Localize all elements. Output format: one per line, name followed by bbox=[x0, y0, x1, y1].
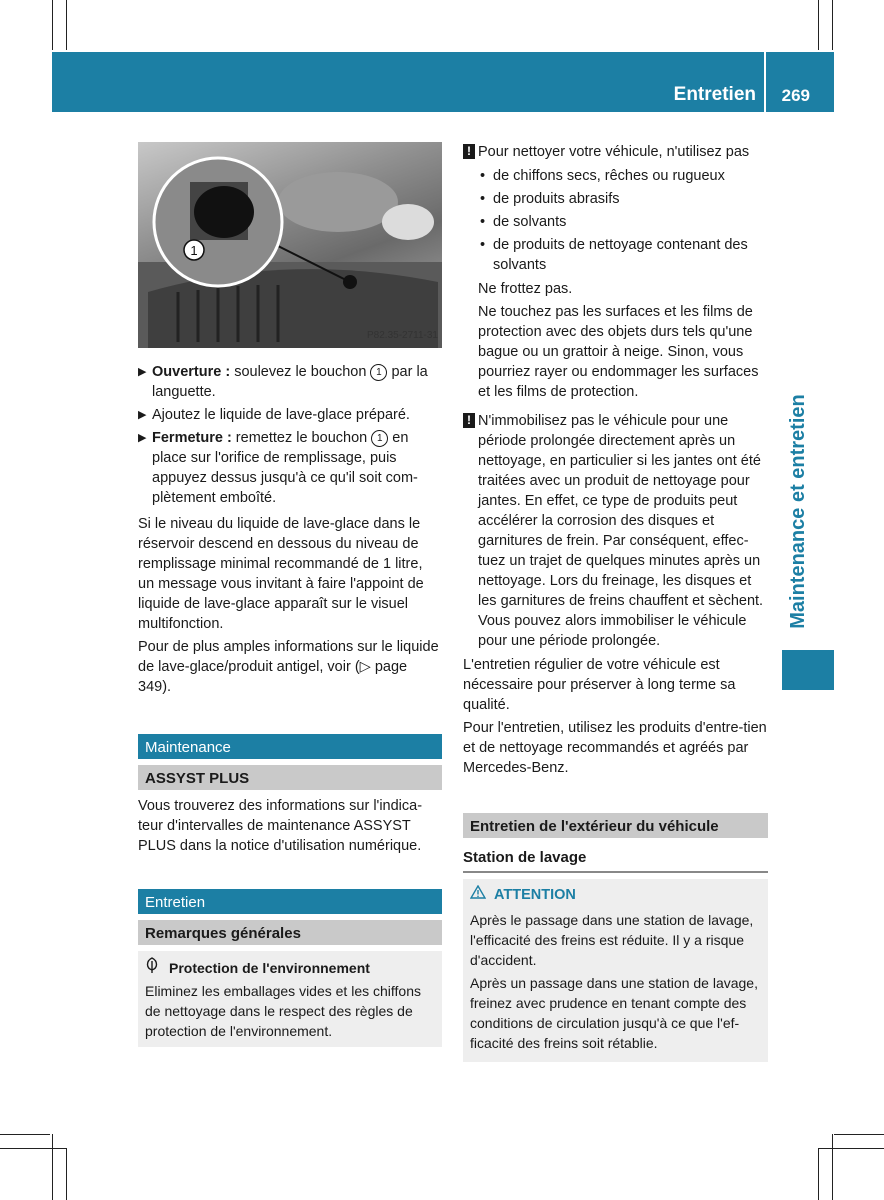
crop-mark bbox=[52, 0, 53, 50]
photo-callout-1: 1 bbox=[190, 243, 198, 258]
step-text: soulevez le bouchon bbox=[230, 364, 371, 380]
crop-mark bbox=[52, 1134, 53, 1200]
step-text: remettez le bouchon bbox=[231, 430, 372, 446]
photo-code: P82.35-2711-31 bbox=[367, 330, 438, 341]
exclamation-icon: ! bbox=[463, 144, 475, 159]
crop-mark bbox=[818, 1148, 884, 1149]
leaf-icon bbox=[145, 957, 169, 978]
warning-item bbox=[463, 411, 768, 651]
callout-marker: 1 bbox=[371, 430, 388, 447]
section-heading-entretien: Entretien bbox=[138, 889, 442, 914]
attention-box bbox=[463, 879, 768, 1062]
engine-illustration bbox=[138, 142, 442, 348]
step-arrow-icon: ▶ bbox=[138, 432, 147, 444]
right-column bbox=[463, 142, 768, 1062]
subsection-heading-exterieur: Entretien de l'extérieur du véhicule bbox=[463, 813, 768, 838]
warning-triangle-icon bbox=[470, 885, 486, 905]
body-paragraph: L'entretien régulier de votre véhicule est nécessaire pour préserver à long terme sa qualité. bbox=[463, 657, 736, 713]
warning-bullet-list bbox=[478, 166, 768, 275]
crop-mark bbox=[66, 1148, 67, 1200]
attention-title: ATTENTION bbox=[494, 887, 576, 903]
warning-item bbox=[463, 142, 768, 402]
warning-intro: Pour nettoyer votre véhicule, n'utilisez pas bbox=[478, 144, 750, 160]
subheading-station: Station de lavage bbox=[463, 848, 768, 873]
crop-mark bbox=[0, 1148, 66, 1149]
crop-mark bbox=[66, 0, 67, 50]
step-arrow-icon: ▶ bbox=[138, 366, 147, 378]
step-arrow-icon: ▶ bbox=[138, 409, 147, 421]
sidebar-tab bbox=[782, 650, 834, 690]
callout-marker: 1 bbox=[370, 364, 387, 381]
attention-text: Après le passage dans une station de lavage, l'efficacité des freins est réduite. Il y a risque d'accident. bbox=[470, 912, 754, 968]
crop-mark bbox=[832, 0, 833, 50]
page-header bbox=[52, 52, 834, 112]
step-text: Ajoutez le liquide de lave-glace préparé. bbox=[152, 407, 410, 423]
section-heading-maintenance: Maintenance bbox=[138, 734, 442, 759]
list-item: • de solvants bbox=[478, 212, 768, 232]
crop-mark bbox=[832, 1134, 833, 1200]
step-label: Ouverture : bbox=[152, 364, 231, 380]
environment-note-text: Eliminez les emballages vides et les chiffons de nettoyage dans le respect des règles de protection de l'environnement. bbox=[145, 983, 421, 1039]
list-item: • de chiffons secs, rêches ou rugueux bbox=[478, 166, 768, 186]
sidebar-chapter bbox=[776, 380, 820, 642]
list-item: • de produits abrasifs bbox=[478, 189, 768, 209]
step-text: par la languette. bbox=[152, 364, 428, 400]
body-paragraph: Pour de plus amples informations sur le liquide de lave-glace/produit antigel, voir (▷ page 349). bbox=[138, 639, 439, 695]
subsection-heading-assyst: ASSYST PLUS bbox=[138, 765, 442, 790]
attention-text: Après un passage dans une station de lavage, freinez avec prudence en tenant compte des conditions de circulation jusqu'à ce que l'ef-ficacité des freins soit rétablie. bbox=[470, 975, 758, 1051]
header-separator bbox=[764, 52, 766, 112]
engine-photo bbox=[138, 142, 442, 348]
page-number: 269 bbox=[781, 86, 810, 105]
environment-note-title: Protection de l'environnement bbox=[169, 960, 370, 976]
crop-mark bbox=[818, 1148, 819, 1200]
step-item bbox=[138, 405, 442, 425]
sidebar-chapter-label: Maintenance et entretien bbox=[786, 393, 809, 629]
environment-note-header bbox=[145, 957, 435, 978]
crop-mark bbox=[0, 1134, 50, 1135]
step-text: en place sur l'orifice de remplissage, puis appuyez dessus jusqu'à ce qu'il soit com-plètement emboîté. bbox=[152, 430, 418, 506]
warning-text: Ne frottez pas. bbox=[478, 281, 573, 297]
crop-mark bbox=[818, 0, 819, 50]
left-column bbox=[138, 142, 442, 1047]
step-label: Fermeture : bbox=[152, 430, 232, 446]
warning-text: Ne touchez pas les surfaces et les films de protection avec des objets durs tels qu'une bague ou un grattoir à neige. Sinon, vous pourriez rayer ou endommager les surfaces et les films de protection. bbox=[478, 304, 759, 400]
subsection-heading-remarques: Remarques générales bbox=[138, 920, 442, 945]
exclamation-icon: ! bbox=[463, 413, 475, 428]
crop-mark bbox=[834, 1134, 884, 1135]
step-item bbox=[138, 428, 442, 508]
list-item: • de produits de nettoyage contenant des solvants bbox=[478, 235, 768, 275]
body-paragraph: Si le niveau du liquide de lave-glace dans le réservoir descend en dessous du niveau de remplissage minimal recommandé de 1 litre, un message vous invitant à faire l'appoint de liquide de lave-glace apparaît sur le visuel multifonction. bbox=[138, 516, 424, 632]
warning-text: N'immobilisez pas le véhicule pour une période prolongée directement après un nettoyage, en particulier si les jantes ont été traitées avec un produit de nettoyage pour jantes. En effet, ce type de produits peut accélérer la corrosion des disques et garnitures de frein. Par conséquent, effec-tuez un trajet de quelques minutes après un nettoyage. Lors du freinage, les disques et les garnitures de freins chauffent et sèchent. Vous pouvez alors immobiliser le véhicule pour une période prolongée. bbox=[478, 413, 764, 649]
body-paragraph: Pour l'entretien, utilisez les produits d'entre-tien et de nettoyage recommandés et agréés par Mercedes-Benz. bbox=[463, 720, 767, 776]
header-title: Entretien bbox=[673, 84, 756, 105]
body-paragraph: Vous trouverez des informations sur l'indica-teur d'intervalles de maintenance ASSYST PLUS dans la notice d'utilisation numérique. bbox=[138, 798, 423, 854]
attention-header bbox=[470, 885, 761, 905]
environment-note bbox=[138, 951, 442, 1047]
step-item bbox=[138, 362, 442, 402]
